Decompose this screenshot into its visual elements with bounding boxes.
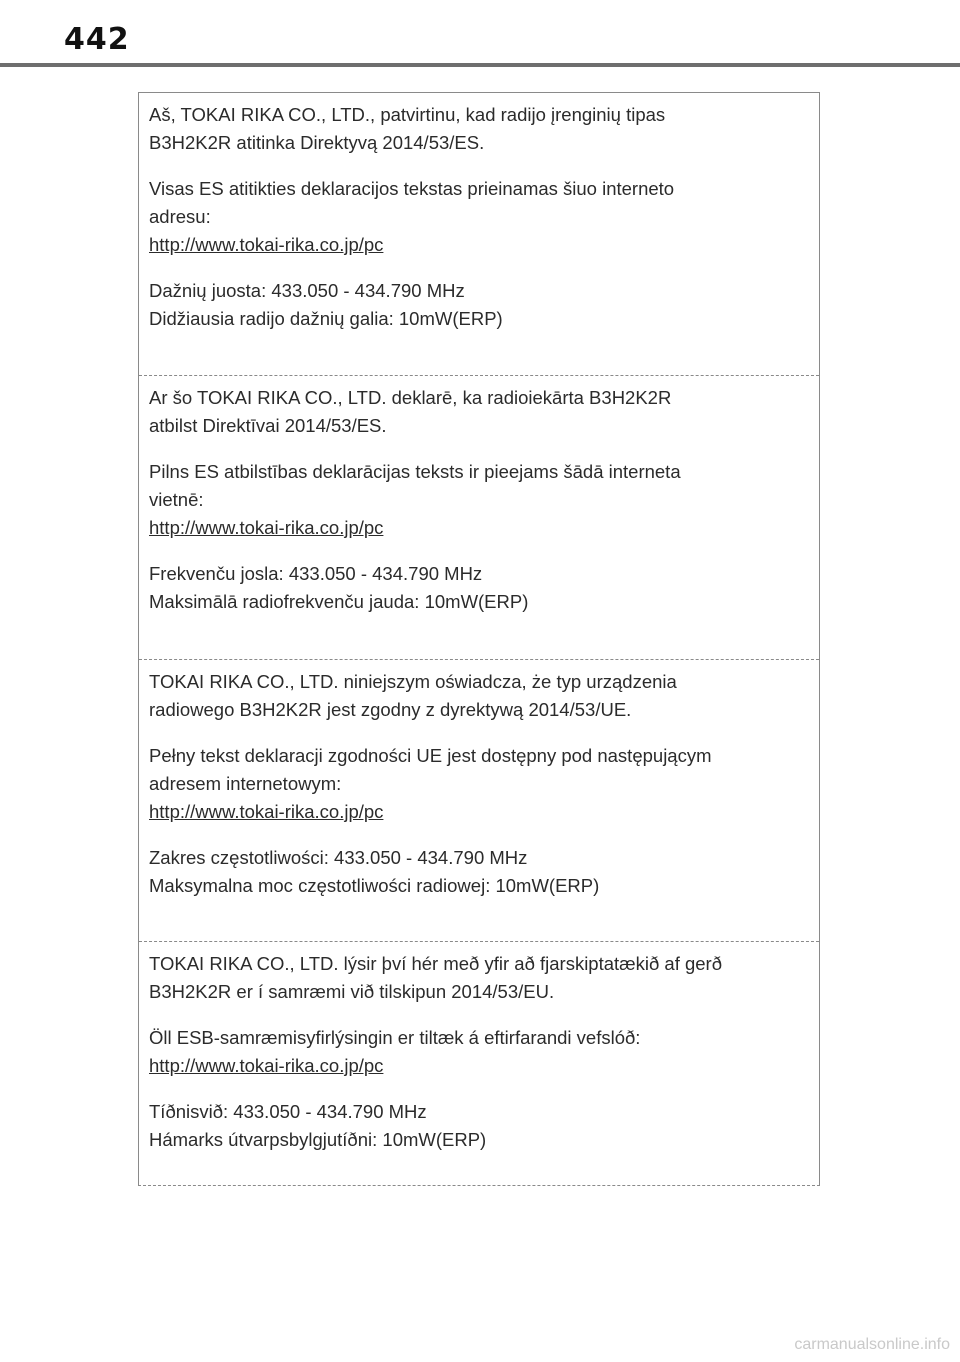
section-text-line: radiowego B3H2K2R jest zgodny z dyrektywą 2014/53/UE. [149,699,632,720]
section-text-line: B3H2K2R atitinka Direktyvą 2014/53/ES. [149,132,485,153]
frequency-band: Tíðnisvið: 433.050 - 434.790 MHz [149,1101,427,1122]
page-number: 442 [64,22,130,57]
section-text-line: TOKAI RIKA CO., LTD. lýsir því hér með yfir að fjarskiptatækið af gerð [149,953,723,974]
max-power: Maksymalna moc częstotliwości radiowej: 10mW(ERP) [149,875,600,896]
max-power: Maksimālā radiofrekvenču jauda: 10mW(ERP) [149,591,529,612]
section-text-line: Öll ESB-samræmisyfirlýsingin er tiltæk á eftirfarandi vefslóð: [149,1027,641,1048]
frequency-band: Dažnių juosta: 433.050 - 434.790 MHz [149,280,465,301]
declaration-link[interactable]: http://www.tokai-rika.co.jp/pc [149,517,384,538]
section-latvian [139,375,819,657]
section-text-line: Pełny tekst deklaracji zgodności UE jest dostępny pod następującym [149,745,712,766]
section-text-line: TOKAI RIKA CO., LTD. niniejszym oświadcza, że typ urządzenia [149,671,677,692]
watermark-logo: carmanualsonline.info [794,1336,950,1353]
section-text-line: Aš, TOKAI RIKA CO., LTD., patvirtinu, kad radijo įrenginių tipas [149,104,666,125]
section-icelandic [139,941,819,1187]
max-power: Didžiausia radijo dažnių galia: 10mW(ERP) [149,308,503,329]
section-lithuanian [139,93,819,371]
declaration-box [138,92,820,1186]
header-rule [0,63,960,67]
section-text-line: B3H2K2R er í samræmi við tilskipun 2014/53/EU. [149,981,555,1002]
section-text-line: Visas ES atitikties deklaracijos tekstas prieinamas šiuo interneto [149,178,675,199]
section-text-line: Pilns ES atbilstības deklarācijas teksts ir pieejams šādā interneta [149,461,681,482]
frequency-band: Frekvenču josla: 433.050 - 434.790 MHz [149,563,483,584]
section-text-line: atbilst Direktīvai 2014/53/ES. [149,415,387,436]
declaration-link[interactable]: http://www.tokai-rika.co.jp/pc [149,801,384,822]
max-power: Hámarks útvarpsbylgjutíðni: 10mW(ERP) [149,1129,487,1150]
section-text-line: Ar šo TOKAI RIKA CO., LTD. deklarē, ka radioiekārta B3H2K2R [149,387,672,408]
frequency-band: Zakres częstotliwości: 433.050 - 434.790 MHz [149,847,528,868]
section-text-line: adresu: [149,206,211,227]
declaration-link[interactable]: http://www.tokai-rika.co.jp/pc [149,1055,384,1076]
section-polish [139,659,819,939]
section-text-line: vietnē: [149,489,204,510]
declaration-link[interactable]: http://www.tokai-rika.co.jp/pc [149,234,384,255]
section-text-line: adresem internetowym: [149,773,342,794]
